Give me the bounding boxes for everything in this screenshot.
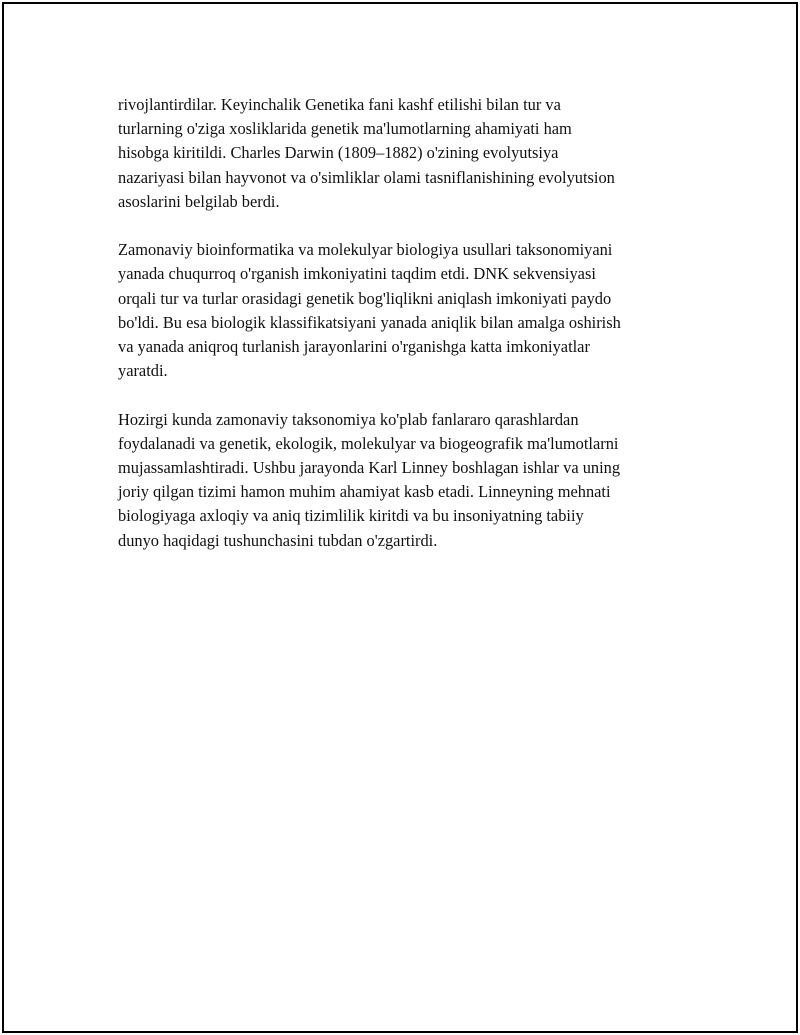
paragraph-1 bbox=[118, 93, 718, 214]
text-line: biologiyaga axloqiy va aniq tizimlilik kiritdi va bu insoniyatning tabiiy bbox=[118, 506, 584, 526]
text-line: nazariyasi bilan hayvonot va o'simliklar olami tasniflanishining evolyutsion bbox=[118, 167, 615, 187]
paragraph-2 bbox=[118, 238, 718, 383]
text-line: hisobga kiritildi. Charles Darwin (1809–1882) o'zining evolyutsiya bbox=[118, 143, 559, 163]
text-line: Hozirgi kunda zamonaviy taksonomiya ko'plab fanlararo qarashlardan bbox=[118, 409, 579, 429]
text-line: yaratdi. bbox=[118, 361, 168, 381]
text-line: yanada chuqurroq o'rganish imkoniyatini taqdim etdi. DNK sekvensiyasi bbox=[118, 264, 596, 284]
document-body bbox=[118, 93, 718, 577]
paragraph-3 bbox=[118, 408, 718, 553]
text-line: Zamonaviy bioinformatika va molekulyar biologiya usullari taksonomiyani bbox=[118, 240, 613, 260]
text-line: orqali tur va turlar orasidagi genetik bog'liqlikni aniqlash imkoniyati paydo bbox=[118, 288, 612, 308]
text-line: joriy qilgan tizimi hamon muhim ahamiyat kasb etadi. Linneyning mehnati bbox=[118, 482, 611, 502]
text-line: rivojlantirdilar. Keyinchalik Genetika fani kashf etilishi bilan tur va bbox=[118, 95, 561, 114]
text-line: mujassamlashtiradi. Ushbu jarayonda Karl Linney boshlagan ishlar va uning bbox=[118, 458, 621, 478]
text-line: dunyo haqidagi tushunchasini tubdan o'zgartirdi. bbox=[118, 530, 438, 550]
text-line: va yanada aniqroq turlanish jarayonlarini o'rganishga katta imkoniyatlar bbox=[118, 337, 590, 357]
text-line: turlarning o'ziga xosliklarida genetik ma'lumotlarning ahamiyati ham bbox=[118, 119, 572, 139]
text-line: foydalanadi va genetik, ekologik, molekulyar va biogeografik ma'lumotlarni bbox=[118, 433, 619, 453]
text-line: bo'ldi. Bu esa biologik klassifikatsiyani yanada aniqlik bilan amalga oshirish bbox=[118, 312, 621, 332]
text-line: asoslarini belgilab berdi. bbox=[118, 191, 280, 211]
